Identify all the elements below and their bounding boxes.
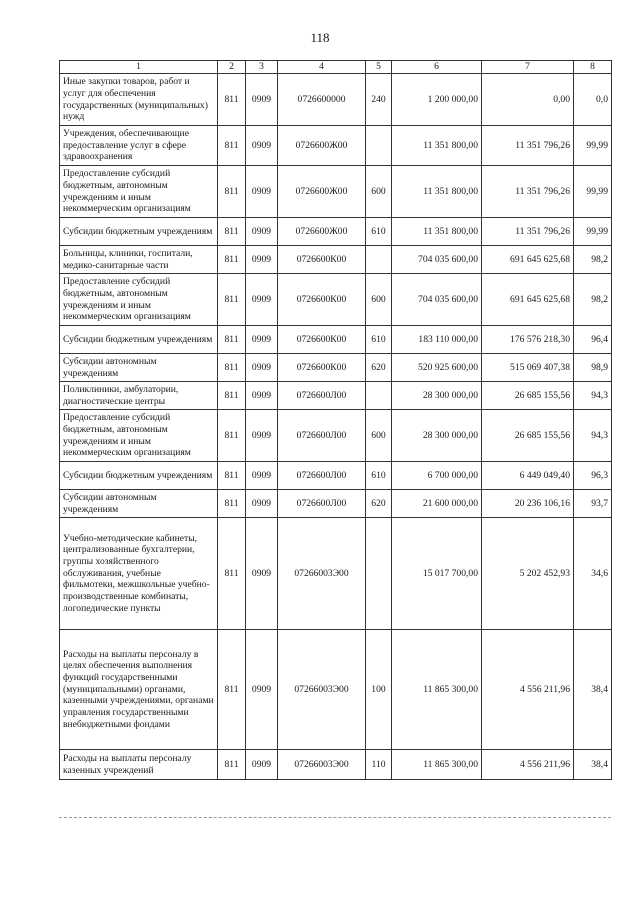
row-section: 0909 [246,166,278,218]
row-name: Субсидии бюджетным учреждениям [60,462,218,490]
row-expense-type: 610 [366,326,392,354]
row-percent: 98,2 [574,274,612,326]
row-expense-type: 620 [366,354,392,382]
row-target: 0726600К00 [278,326,366,354]
row-actual: 26 685 155,56 [482,410,574,462]
row-expense-type: 610 [366,218,392,246]
row-target: 0726600Л00 [278,462,366,490]
row-expense-type: 620 [366,490,392,518]
row-percent: 38,4 [574,630,612,750]
row-expense-type: 600 [366,166,392,218]
table-row [60,354,612,382]
row-target: 0726600Ж00 [278,126,366,166]
row-target: 07266003Э00 [278,750,366,780]
row-percent: 0,0 [574,74,612,126]
row-expense-type [366,382,392,410]
row-section: 0909 [246,382,278,410]
row-planned: 15 017 700,00 [392,518,482,630]
row-actual: 0,00 [482,74,574,126]
row-section: 0909 [246,274,278,326]
row-planned: 11 351 800,00 [392,166,482,218]
row-percent: 99,99 [574,218,612,246]
row-planned: 6 700 000,00 [392,462,482,490]
row-code-admin: 811 [218,274,246,326]
row-section: 0909 [246,246,278,274]
col-header: 6 [392,61,482,74]
row-target: 0726600К00 [278,274,366,326]
row-section: 0909 [246,490,278,518]
row-planned: 520 925 600,00 [392,354,482,382]
row-percent: 38,4 [574,750,612,780]
row-code-admin: 811 [218,490,246,518]
col-header: 7 [482,61,574,74]
row-expense-type: 240 [366,74,392,126]
row-code-admin: 811 [218,462,246,490]
row-planned: 1 200 000,00 [392,74,482,126]
col-header: 8 [574,61,612,74]
row-actual: 176 576 218,30 [482,326,574,354]
row-percent: 94,3 [574,382,612,410]
row-section: 0909 [246,326,278,354]
header-row [60,61,612,74]
row-expense-type: 600 [366,274,392,326]
row-code-admin: 811 [218,518,246,630]
table-row [60,274,612,326]
row-name: Субсидии автономным учреждениям [60,490,218,518]
row-name: Расходы на выплаты персоналу казенных учреждений [60,750,218,780]
table-row [60,74,612,126]
row-planned: 28 300 000,00 [392,382,482,410]
col-header: 3 [246,61,278,74]
row-target: 0726600000 [278,74,366,126]
row-code-admin: 811 [218,126,246,166]
row-target: 07266003Э00 [278,518,366,630]
row-section: 0909 [246,354,278,382]
table-row [60,490,612,518]
row-expense-type: 600 [366,410,392,462]
table-row [60,382,612,410]
row-percent: 96,4 [574,326,612,354]
row-code-admin: 811 [218,74,246,126]
row-target: 0726600Л00 [278,382,366,410]
col-header: 4 [278,61,366,74]
row-actual: 11 351 796,26 [482,126,574,166]
row-section: 0909 [246,74,278,126]
row-section: 0909 [246,462,278,490]
row-expense-type [366,126,392,166]
row-name: Субсидии бюджетным учреждениям [60,218,218,246]
row-target: 0726600Л00 [278,410,366,462]
table-row [60,246,612,274]
page-number: 118 [310,30,330,45]
row-planned: 11 865 300,00 [392,630,482,750]
row-target: 07266003Э00 [278,630,366,750]
row-planned: 11 351 800,00 [392,218,482,246]
row-actual: 11 351 796,26 [482,218,574,246]
row-code-admin: 811 [218,354,246,382]
table-row [60,518,612,630]
row-name: Расходы на выплаты персоналу в целях обеспечения выполнения функций государственными (муниципальными) органами, казенными учреждениями, органами управления государственными внебюджетными фондами [60,630,218,750]
row-actual: 691 645 625,68 [482,246,574,274]
table-row [60,630,612,750]
row-percent: 99,99 [574,126,612,166]
row-actual: 691 645 625,68 [482,274,574,326]
row-actual: 515 069 407,38 [482,354,574,382]
row-name: Предоставление субсидий бюджетным, автономным учреждениям и иным некоммерческим организациям [60,274,218,326]
row-section: 0909 [246,410,278,462]
row-code-admin: 811 [218,630,246,750]
row-code-admin: 811 [218,750,246,780]
row-percent: 98,9 [574,354,612,382]
table-row [60,126,612,166]
row-actual: 11 351 796,26 [482,166,574,218]
row-actual: 20 236 106,16 [482,490,574,518]
row-expense-type [366,246,392,274]
row-name: Предоставление субсидий бюджетным, автономным учреждениям и иным некоммерческим организациям [60,166,218,218]
row-planned: 28 300 000,00 [392,410,482,462]
row-code-admin: 811 [218,218,246,246]
row-code-admin: 811 [218,326,246,354]
budget-table [59,60,612,780]
col-header: 5 [366,61,392,74]
row-percent: 94,3 [574,410,612,462]
row-name: Иные закупки товаров, работ и услуг для обеспечения государственных (муниципальных) нужд [60,74,218,126]
row-expense-type: 100 [366,630,392,750]
row-section: 0909 [246,630,278,750]
row-percent: 34,6 [574,518,612,630]
row-expense-type: 110 [366,750,392,780]
row-code-admin: 811 [218,410,246,462]
row-target: 0726600К00 [278,354,366,382]
row-target: 0726600Ж00 [278,218,366,246]
row-section: 0909 [246,518,278,630]
row-target: 0726600Л00 [278,490,366,518]
row-target: 0726600К00 [278,246,366,274]
row-planned: 21 600 000,00 [392,490,482,518]
row-planned: 183 110 000,00 [392,326,482,354]
row-actual: 4 556 211,96 [482,750,574,780]
row-code-admin: 811 [218,246,246,274]
row-name: Субсидии бюджетным учреждениям [60,326,218,354]
row-actual: 4 556 211,96 [482,630,574,750]
row-actual: 5 202 452,93 [482,518,574,630]
table-row [60,166,612,218]
table-row [60,326,612,354]
col-header: 2 [218,61,246,74]
row-actual: 6 449 049,40 [482,462,574,490]
row-code-admin: 811 [218,382,246,410]
row-section: 0909 [246,126,278,166]
row-name: Субсидии автономным учреждениям [60,354,218,382]
table-row [60,410,612,462]
table-row [60,750,612,780]
row-name: Учреждения, обеспечивающие предоставление услуг в сфере здравоохранения [60,126,218,166]
table-row [60,462,612,490]
row-planned: 11 865 300,00 [392,750,482,780]
page-bottom-divider [59,817,611,818]
row-percent: 98,2 [574,246,612,274]
row-target: 0726600Ж00 [278,166,366,218]
row-planned: 704 035 600,00 [392,246,482,274]
row-planned: 704 035 600,00 [392,274,482,326]
row-code-admin: 811 [218,166,246,218]
row-percent: 96,3 [574,462,612,490]
row-percent: 99,99 [574,166,612,218]
row-name: Учебно-методические кабинеты, централизованные бухгалтерии, группы хозяйственного обслуживания, учебные фильмотеки, межшкольные учебно-производственные комбинаты, логопедические пункты [60,518,218,630]
table-row [60,218,612,246]
row-name: Больницы, клиники, госпитали, медико-санитарные части [60,246,218,274]
col-header: 1 [60,61,218,74]
row-name: Поликлиники, амбулатории, диагностические центры [60,382,218,410]
row-name: Предоставление субсидий бюджетным, автономным учреждениям и иным некоммерческим организациям [60,410,218,462]
row-expense-type [366,518,392,630]
row-section: 0909 [246,218,278,246]
row-section: 0909 [246,750,278,780]
row-percent: 93,7 [574,490,612,518]
row-expense-type: 610 [366,462,392,490]
row-actual: 26 685 155,56 [482,382,574,410]
row-planned: 11 351 800,00 [392,126,482,166]
